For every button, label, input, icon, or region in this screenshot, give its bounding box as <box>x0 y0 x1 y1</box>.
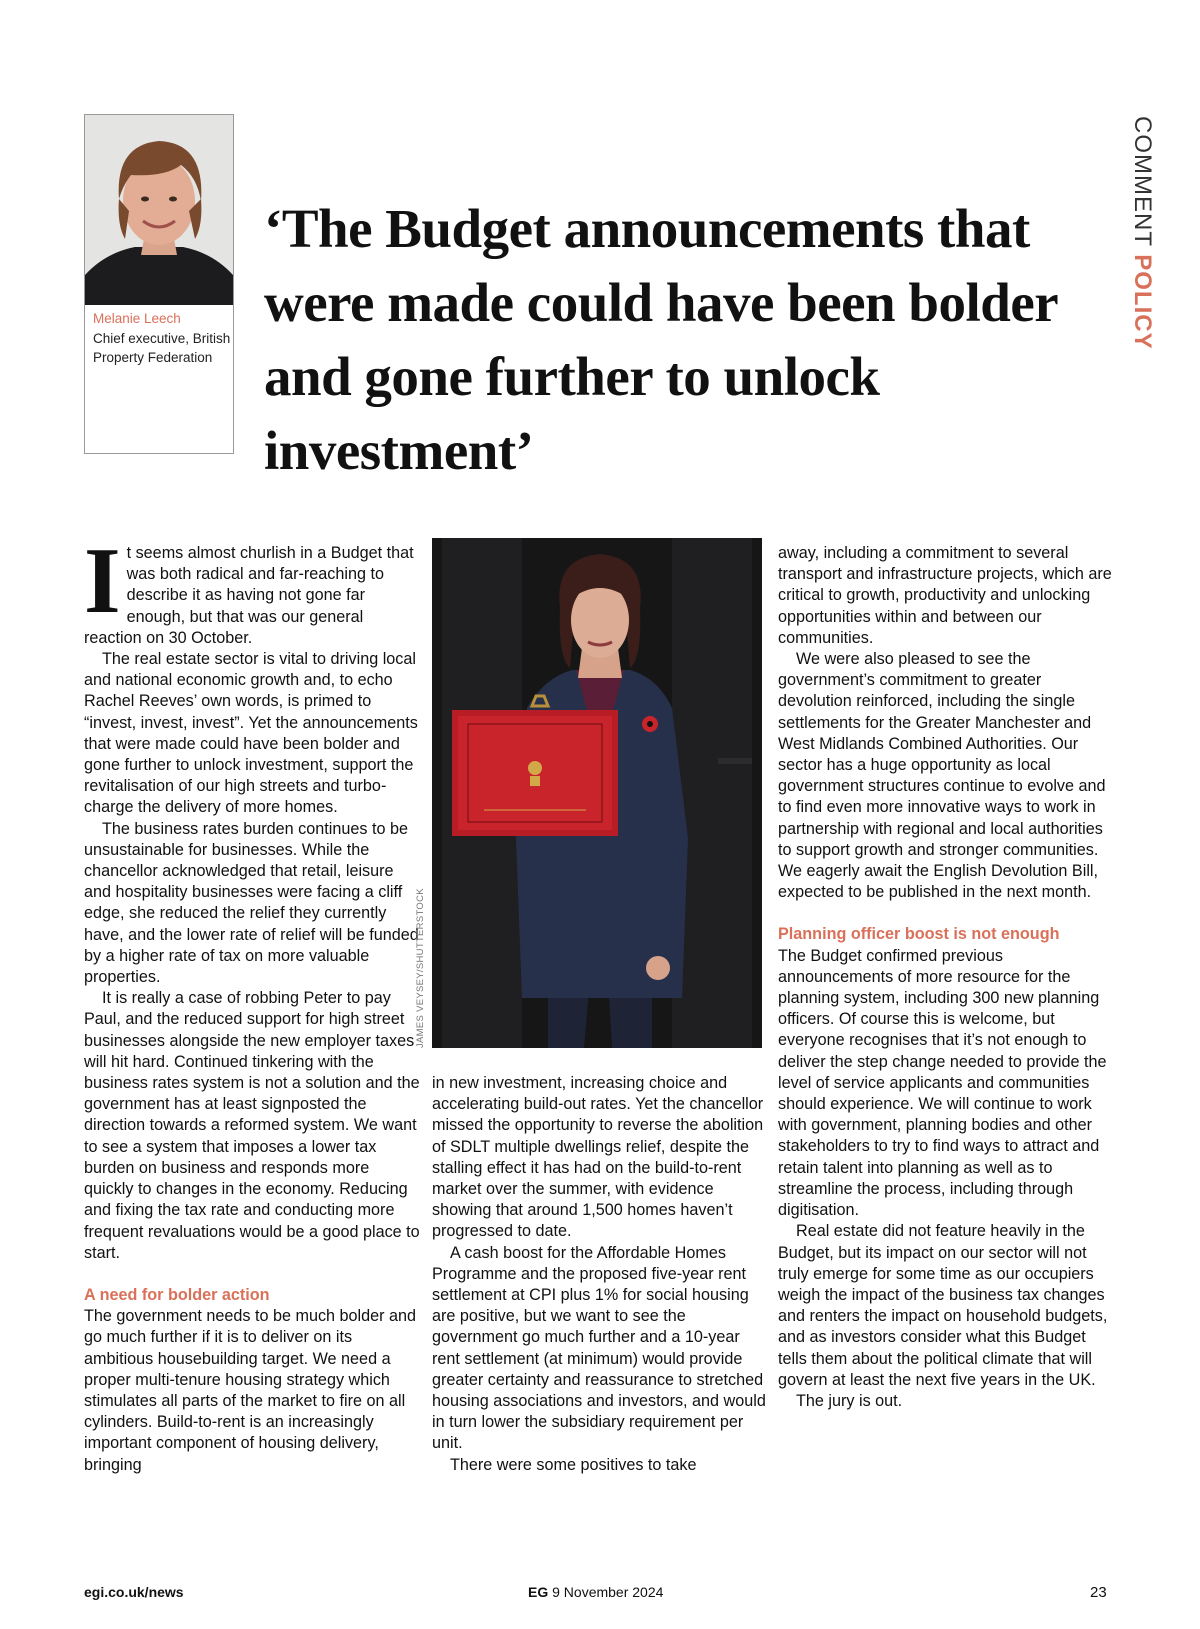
subheading: Planning officer boost is not enough <box>778 925 1060 944</box>
article-photo <box>432 538 762 1048</box>
body-column-3 <box>778 543 1116 1412</box>
paragraph: The real estate sector is vital to driving local and national economic growth and, to echo Rachel Reeves’ own words, is primed to “invest, invest, invest”. Yet the announcements that were made could have been bolder and gone further to unlock investment, support the revitalisation of our high streets and turbo-charge the delivery of more homes. <box>84 650 418 817</box>
section-category: POLICY <box>1129 254 1156 350</box>
paragraph: There were some positives to take <box>450 1455 697 1474</box>
drop-cap: I <box>84 529 121 633</box>
body-column-2 <box>432 1073 768 1476</box>
paragraph: The business rates burden continues to be unsustainable for businesses. While the chancellor acknowledged that retail, leisure and hospitality businesses were facing a cliff edge, she reduced the relief they currently have, and the lower rate of relief will be funded by a higher rate of tax on more valuable properties. <box>84 819 419 987</box>
author-portrait <box>85 115 233 305</box>
paragraph: A cash boost for the Affordable Homes Programme and the proposed five-year rent settlement at CPI plus 1% for social housing are positive, but we want to see the government go much further and a 10-year rent settlement (at minimum) would provide greater certainty and reassurance to stretched housing associations and investors, and would in turn lower the subsidiary requirement per unit. <box>432 1243 766 1453</box>
paragraph: We were also pleased to see the government’s commitment to greater devolution reinforced, including the single settlements for the Greater Manchester and West Midlands Combined Authorities. Our sector has a huge opportunity as local government structures continue to evolve and to find even more innovative ways to work in partnership with regional and local authorities to support growth and stronger communities. We eagerly await the English Devolution Bill, expected to be published in the next month. <box>778 650 1106 902</box>
paragraph: The jury is out. <box>796 1391 903 1410</box>
paragraph: in new investment, increasing choice and accelerating build-out rates. Yet the chancellor missed the opportunity to reverse the abolition of SDLT multiple dwellings relief, despite the stalling effect it has had on the build-to-rent market over the summer, with evidence showing that around 1,500 homes haven’t progressed to date. <box>432 1074 764 1241</box>
publication-date: 9 November 2024 <box>552 1584 664 1600</box>
paragraph: away, including a commitment to several transport and infrastructure projects, which are critical to growth, productivity and unlocking opportunities within and between our communities. <box>778 544 1112 647</box>
paragraph: The government needs to be much bolder and go much further if it is to deliver on its ambitious housebuilding target. We need a proper multi-tenure housing strategy which stimulates all parts of the market to fire on all cylinders. Build-to-rent is an increasingly important component of housing delivery, bringing <box>84 1307 417 1474</box>
author-box <box>84 114 234 454</box>
subheading: A need for bolder action <box>84 1285 270 1304</box>
publication-name: EG <box>528 1584 549 1600</box>
footer-publication <box>528 1584 663 1600</box>
author-name: Melanie Leech <box>93 311 181 326</box>
page-number: 23 <box>1090 1584 1107 1601</box>
body-column-1 <box>84 529 420 1476</box>
author-role: Chief executive, British Property Federation <box>93 331 231 365</box>
photo-credit: JAMES VEYSEY/SHUTTERSTOCK <box>415 888 426 1048</box>
paragraph: It is really a case of robbing Peter to pay Paul, and the reduced support for high street businesses alongside the new employer taxes will hit hard. Continued tinkering with the business rates system is not a solution and the government has at least signposted the direction towards a reformed system. We want to see a system that imposes a lower tax burden on business and responds more quickly to changes in the economy. Reducing and fixing the tax rate and conducting more frequent revaluations would be a good place to start. <box>84 989 420 1262</box>
paragraph: The Budget confirmed previous announcements of more resource for the planning system, including 300 new planning officers. Of course this is welcome, but everyone recognises that it’s not enough to deliver the step change needed to provide the level of service applicants and communities should experience. We will continue to work with government, planning bodies and other stakeholders to try to find ways to attract and retain talent into planning as well as to streamline the process, including through digitisation. <box>778 946 1107 1220</box>
section-label: COMMENT <box>1129 116 1156 247</box>
paragraph: t seems almost churlish in a Budget that was both radical and far-reaching to describe it as having not gone far enough, but that was our general reaction on 30 October. <box>84 544 414 647</box>
section-tag <box>1120 116 1166 350</box>
headline: ‘The Budget announcements that were made could have been bolder and gone further to unlock investment’ <box>264 198 1058 481</box>
paragraph: Real estate did not feature heavily in the Budget, but its impact on our sector will not truly emerge for some time as our occupiers weigh the impact of the business tax changes and renters the impact on household budgets, and as investors consider what this Budget tells them about the political climate that will govern at least the next five years in the UK. <box>778 1222 1108 1389</box>
footer-url[interactable]: egi.co.uk/news <box>84 1584 184 1600</box>
